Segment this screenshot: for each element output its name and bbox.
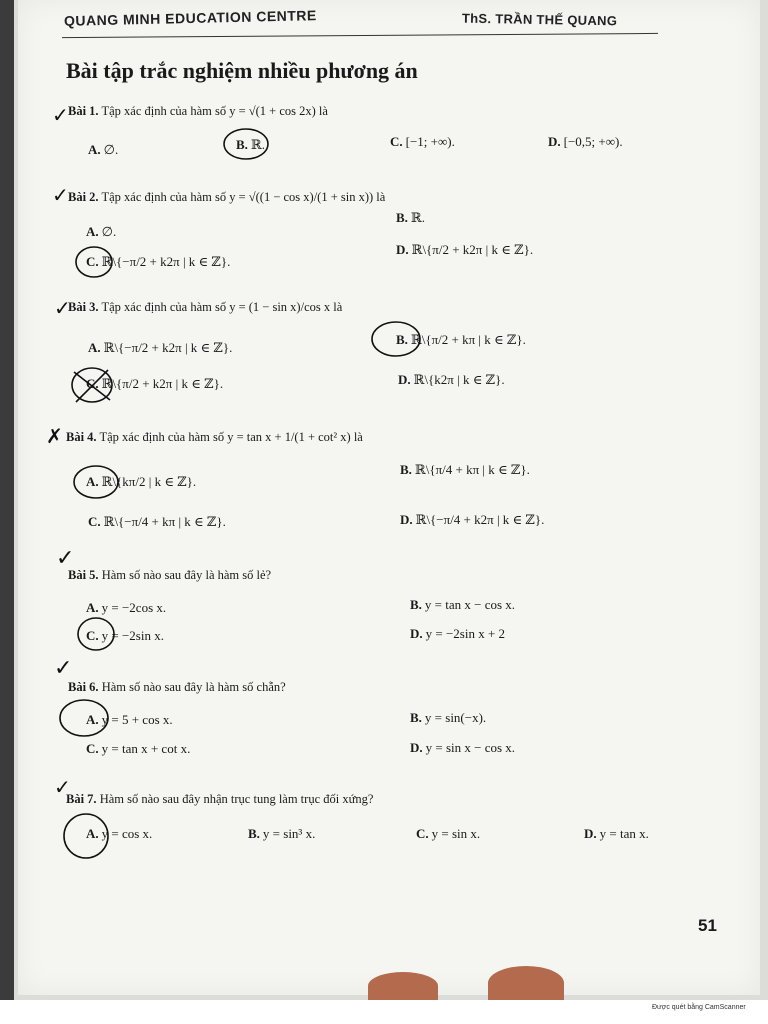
option-7d: D. y = tan x. xyxy=(584,826,649,841)
option-7c: C. y = sin x. xyxy=(416,826,481,841)
check-mark: ✓ xyxy=(56,546,75,571)
strike-line xyxy=(76,370,108,402)
header-left: QUANG MINH EDUCATION CENTRE xyxy=(63,7,317,29)
answer-circle xyxy=(224,129,268,159)
option-3d: D. ℝ\{k2π | k ∈ ℤ}. xyxy=(398,372,505,387)
option-6d: D. y = sin x − cos x. xyxy=(410,740,516,755)
answer-circle xyxy=(64,814,108,858)
option-2b: B. ℝ. xyxy=(396,210,425,225)
question-text: Tập xác định của hàm số y = √((1 − cos x)/(1 + sin x)) là xyxy=(101,190,386,204)
option-5b: B. y = tan x − cos x. xyxy=(410,597,516,612)
question-label: Bài 3. xyxy=(68,300,99,314)
finger-shadow xyxy=(488,966,564,1000)
answer-circle xyxy=(76,247,112,277)
option-1a: A. ∅. xyxy=(88,142,119,157)
option-3b: B. ℝ\{π/2 + kπ | k ∈ ℤ}. xyxy=(396,332,526,347)
question-text: Tập xác định của hàm số y = tan x + 1/(1 + cot² x) là xyxy=(99,430,363,444)
option-2d: D. ℝ\{π/2 + k2π | k ∈ ℤ}. xyxy=(396,242,534,257)
option-4b: B. ℝ\{π/4 + kπ | k ∈ ℤ}. xyxy=(400,462,530,477)
answer-circle xyxy=(60,700,108,736)
option-1c: C. [−1; +∞). xyxy=(390,134,455,149)
option-6c: C. y = tan x + cot x. xyxy=(86,741,191,756)
finger-shadow xyxy=(368,972,438,1000)
page-title: Bài tập trắc nghiệm nhiều phương án xyxy=(66,58,418,83)
option-5a: A. y = −2cos x. xyxy=(86,600,167,615)
check-mark: ✓ xyxy=(52,103,69,127)
question-label: Bài 5. xyxy=(68,568,99,582)
option-4c: C. ℝ\{−π/4 + kπ | k ∈ ℤ}. xyxy=(88,514,226,529)
check-mark: ✓ xyxy=(52,183,69,207)
option-4a: A. ℝ\{kπ/2 | k ∈ ℤ}. xyxy=(86,474,197,489)
header-right: ThS. TRẦN THẾ QUANG xyxy=(461,10,618,29)
option-2a: A. ∅. xyxy=(86,224,117,239)
answer-circle xyxy=(78,618,114,650)
question-label: Bài 6. xyxy=(68,680,99,694)
option-1d: D. [−0,5; +∞). xyxy=(548,134,623,149)
question-text: Tập xác định của hàm số y = (1 − sin x)/cos x là xyxy=(101,300,343,314)
check-mark: ✓ xyxy=(54,775,71,799)
option-3a: A. ℝ\{−π/2 + k2π | k ∈ ℤ}. xyxy=(88,340,233,355)
question-label: Bài 2. xyxy=(68,190,99,204)
option-7a: A. y = cos x. xyxy=(86,826,153,841)
question-text: Hàm số nào sau đây nhận trục tung làm trục đối xứng? xyxy=(99,792,374,806)
page-number: 51 xyxy=(698,916,717,935)
check-mark: ✓ xyxy=(54,656,73,681)
question-text: Hàm số nào sau đây là hàm số lẻ? xyxy=(101,568,272,582)
question-label: Bài 1. xyxy=(68,104,99,118)
option-6b: B. y = sin(−x). xyxy=(410,710,487,725)
question-text: Hàm số nào sau đây là hàm số chẵn? xyxy=(101,680,286,694)
cross-mark: ✗ xyxy=(46,424,63,448)
option-4d: D. ℝ\{−π/4 + k2π | k ∈ ℤ}. xyxy=(400,512,545,527)
option-5d: D. y = −2sin x + 2 xyxy=(410,626,506,641)
question-label: Bài 7. xyxy=(66,792,97,806)
option-2c: C. ℝ\{−π/2 + k2π | k ∈ ℤ}. xyxy=(86,254,231,269)
option-5c: C. y = −2sin x. xyxy=(86,628,164,643)
question-text: Tập xác định của hàm số y = √(1 + cos 2x) là xyxy=(101,104,328,118)
check-mark: ✓ xyxy=(54,296,71,320)
option-6a: A. y = 5 + cos x. xyxy=(86,712,173,727)
option-1b: B. ℝ. xyxy=(236,137,265,152)
option-7b: B. y = sin³ x. xyxy=(248,826,316,841)
option-3c: C. ℝ\{π/2 + k2π | k ∈ ℤ}. xyxy=(86,376,224,391)
scanner-watermark: Được quét bằng CamScanner xyxy=(652,1004,746,1011)
answer-circle xyxy=(74,466,118,498)
question-label: Bài 4. xyxy=(66,430,97,444)
answer-circle xyxy=(372,322,420,356)
